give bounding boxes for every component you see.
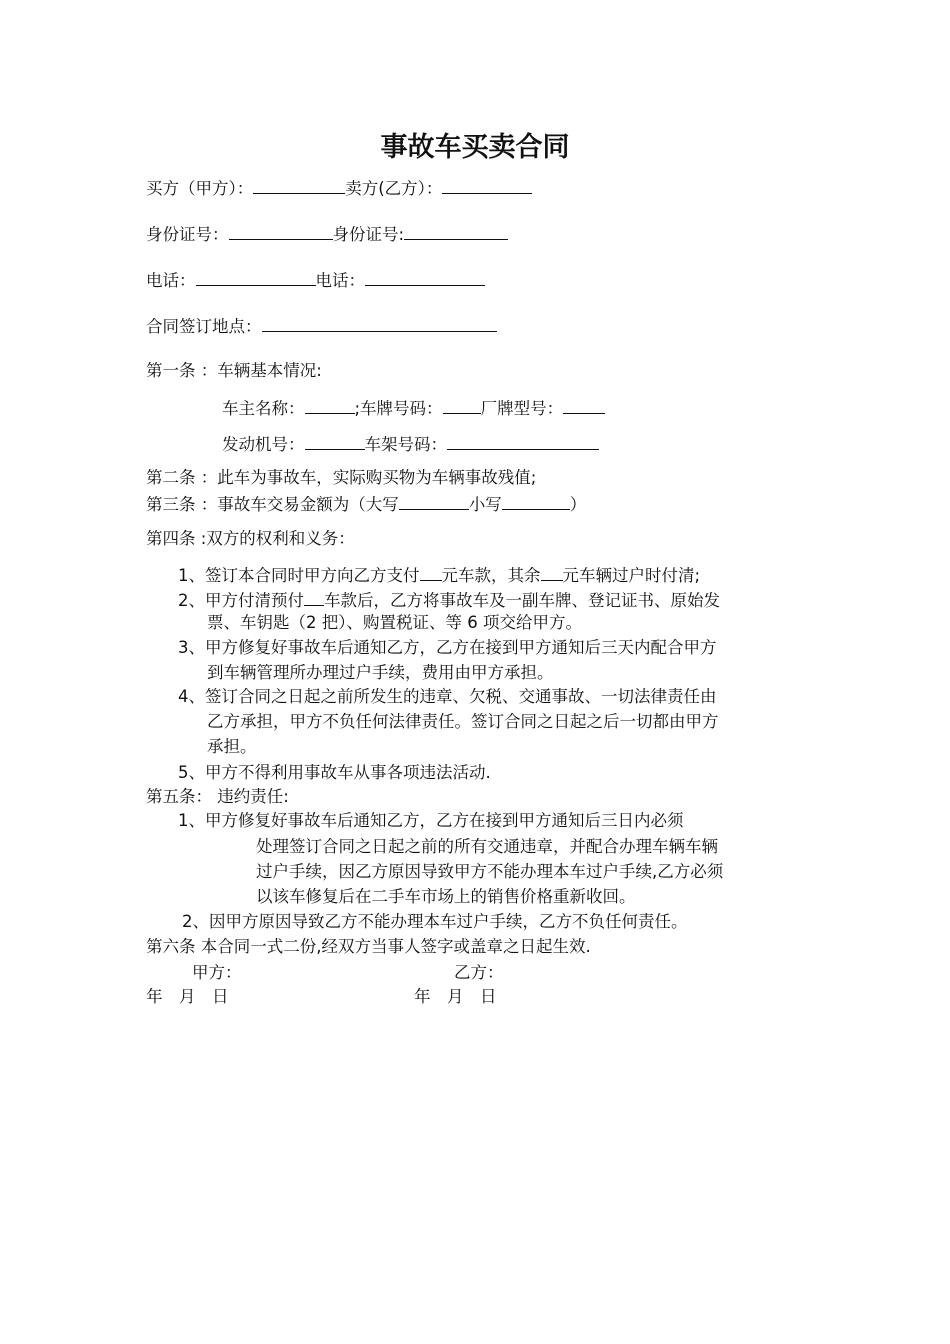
article4-heading: 第四条 :双方的权利和义务： (146, 529, 355, 548)
seller-id-label: 身份证号: (332, 225, 405, 244)
frame-blank[interactable] (447, 432, 599, 450)
party-b-signature-label: 乙方： (454, 963, 504, 982)
article3-suffix: ） (569, 495, 587, 514)
seller-id-blank[interactable] (404, 222, 508, 240)
owner-label: 车主名称： (222, 399, 305, 418)
seller-label: 卖方(乙方）： (345, 179, 443, 198)
vehicle-info-line2 (222, 432, 599, 456)
buyer-blank[interactable] (253, 176, 345, 194)
remainder-blank[interactable] (541, 563, 563, 581)
article5-item1: 1、甲方修复好事故车后通知乙方，乙方在接到甲方通知后三日内必须 (178, 811, 684, 830)
article4-item2-text: 2、甲方付清预付 (178, 591, 304, 610)
article3-prefix: 第三条 ：事故车交易金额为（大写 (146, 495, 399, 514)
owner-blank[interactable] (305, 396, 355, 414)
article3 (146, 492, 586, 516)
buyer-id-blank[interactable] (229, 222, 333, 240)
article5-heading: 第五条： 违约责任: (146, 787, 289, 806)
amount-words-blank[interactable] (399, 492, 469, 510)
document-title: 事故车买卖合同 (380, 132, 570, 163)
article4-item4-cont2: 承担。 (207, 737, 257, 756)
plate-label: ;车牌号码： (354, 399, 443, 418)
engine-label: 发动机号： (222, 435, 305, 454)
place-blank[interactable] (262, 314, 497, 332)
article4-item1-text-b: 元车款，其余 (441, 566, 541, 585)
article4-item3: 3、甲方修复好事故车后通知乙方，乙方在接到甲方通知后三天内配合甲方 (178, 638, 717, 657)
seller-blank[interactable] (442, 176, 532, 194)
place-line (146, 314, 497, 338)
article4-item2-text-b: 车款后，乙方将事故车及一副车牌、登记证书、原始发 (324, 591, 720, 610)
article4-item4-cont: 乙方承担，甲方不负任何法律责任。签订合同之日起之后一切都由甲方 (207, 712, 719, 731)
buyer-id-label: 身份证号： (146, 225, 229, 244)
frame-label: 车架号码： (364, 435, 447, 454)
article4-item1-text-c: 元车辆过户时付清; (562, 566, 701, 585)
article6: 第六条 本合同一式二份,经双方当事人签字或盖章之日起生效. (146, 937, 591, 956)
article3-mid: 小写 (468, 495, 502, 514)
phone-line (146, 268, 485, 292)
article2: 第二条 ：此车为事故车，实际购买物为车辆事故残值; (146, 468, 537, 487)
article4-item5: 5、甲方不得利用事故车从事各项违法活动. (178, 763, 491, 782)
party-b-date: 年 月 日 (414, 987, 497, 1006)
party-a-signature-label: 甲方： (192, 963, 242, 982)
article5-item2: 2、因甲方原因导致乙方不能办理本车过户手续，乙方不负任何责任。 (182, 912, 688, 931)
buyer-label: 买方（甲方）： (146, 179, 254, 198)
buyer-phone-blank[interactable] (196, 268, 316, 286)
article4-item3-cont: 到车辆管理所办理过户手续，费用由甲方承担。 (207, 663, 554, 682)
buyer-line (146, 176, 532, 200)
article4-item2 (178, 588, 720, 612)
model-label: 厂牌型号： (480, 399, 564, 418)
seller-phone-blank[interactable] (365, 268, 485, 286)
article4-item1 (178, 563, 700, 587)
article4-item1-text: 1、签订本合同时甲方向乙方支付 (178, 566, 420, 585)
id-line (146, 222, 508, 246)
vehicle-info-line1 (222, 396, 605, 420)
article4-item2-cont: 票、车钥匙（2 把）、购置税证、等 6 项交给甲方。 (207, 613, 582, 632)
engine-blank[interactable] (305, 432, 365, 450)
article5-item1-cont3: 以该车修复后在二手车市场上的销售价格重新收回。 (256, 887, 636, 906)
article5-item1-cont2: 过户手续，因乙方原因导致甲方不能办理本车过户手续,乙方必须 (256, 862, 724, 881)
party-a-date: 年 月 日 (146, 987, 229, 1006)
article5-item1-cont: 处理签订合同之日起之前的所有交通违章，并配合办理车辆车辆 (256, 837, 718, 856)
buyer-phone-label: 电话： (146, 271, 196, 290)
plate-blank[interactable] (443, 396, 481, 414)
prepay-blank[interactable] (420, 563, 442, 581)
seller-phone-label: 电话： (315, 271, 365, 290)
article4-item4: 4、签订合同之日起之前所发生的违章、欠税、交通事故、一切法律责任由 (178, 687, 717, 706)
advance-blank[interactable] (304, 588, 324, 606)
amount-number-blank[interactable] (502, 492, 570, 510)
place-label: 合同签订地点： (146, 317, 262, 336)
model-blank[interactable] (563, 396, 605, 414)
article1-heading: 第一条 ：车辆基本情况: (146, 361, 322, 380)
